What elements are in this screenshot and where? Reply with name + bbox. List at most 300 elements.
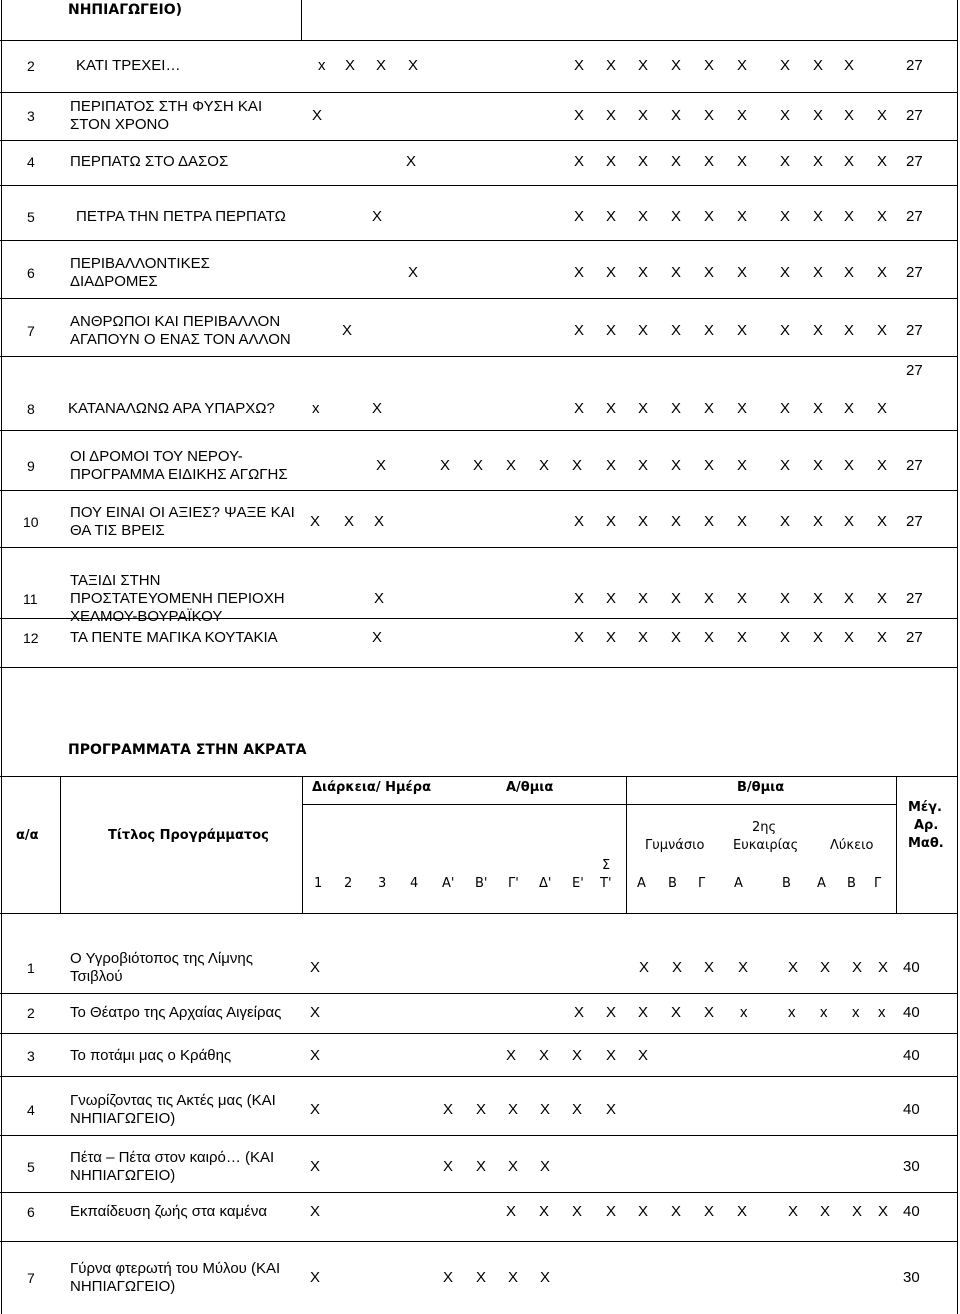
row-mark: X: [606, 629, 617, 646]
row-title-line: ΠΡΟΓΡΑΜΜΑ ΕΙΔΙΚΗΣ ΑΓΩΓΗΣ: [70, 466, 288, 483]
row-title-line: Ο Υγροβιότοπος της Λίμνης: [70, 950, 253, 967]
row-mark: X: [539, 457, 550, 474]
row-mark: X: [638, 153, 649, 170]
row-title-line: ΠΕΡΙΒΑΛΛΟΝΤΙΚΕΣ: [70, 255, 210, 272]
row-mark: X: [443, 1269, 454, 1286]
row-title-line: ΑΓΑΠΟΥΝ Ο ΕΝΑΣ ΤΟΝ ΑΛΛΟΝ: [70, 331, 291, 348]
row-mark: X: [572, 1047, 583, 1064]
header-grade-st-2: Τ': [600, 876, 612, 891]
row-mark: X: [374, 590, 385, 607]
row-mark: X: [540, 1158, 551, 1175]
row-divider: [0, 913, 958, 914]
row-divider: [0, 92, 958, 93]
header-grade: Α': [442, 876, 455, 891]
row-mark: X: [638, 629, 649, 646]
row-mark: X: [780, 57, 791, 74]
row-mark: X: [737, 57, 748, 74]
row-title-line: ΚΑΤΑΝΑΛΩΝΩ ΑΡΑ ΥΠΑΡΧΩ?: [68, 400, 275, 417]
row-number: 2: [27, 1005, 35, 1021]
row-mark: X: [704, 107, 715, 124]
row-mark: X: [572, 1203, 583, 1220]
row-mark: X: [310, 1269, 321, 1286]
row-mark: X: [574, 513, 585, 530]
row-mark: X: [671, 1004, 682, 1021]
row-total: 27: [906, 208, 923, 225]
row-mark: X: [671, 1203, 682, 1220]
header-day: 1: [314, 876, 323, 891]
outer-left-border: [1, 0, 2, 1314]
row-number: 6: [27, 265, 35, 281]
row-number: 3: [27, 1048, 35, 1064]
row-mark: X: [671, 400, 682, 417]
row-number: 10: [23, 514, 39, 530]
row-mark: X: [737, 1203, 748, 1220]
row-total: 30: [903, 1269, 920, 1286]
row-mark: X: [672, 959, 683, 976]
top-continuation-text: ΝΗΠΙΑΓΩΓΕΙΟ): [68, 2, 183, 18]
row-mark: X: [737, 590, 748, 607]
row-mark: X: [671, 590, 682, 607]
row-mark: X: [704, 1004, 715, 1021]
row-title-line: ΣΤΟΝ ΧΡΟΝΟ: [70, 116, 170, 133]
row-mark: X: [877, 590, 888, 607]
row-title-line: ΤΑ ΠΕΝΤΕ ΜΑΓΙΚΑ ΚΟΥΤΑΚΙΑ: [70, 629, 278, 646]
row-mark: X: [638, 57, 649, 74]
row-mark: X: [374, 513, 385, 530]
row-mark: X: [737, 208, 748, 225]
row-title-line: Εκπαίδευση ζωής στα καμένα: [70, 1203, 268, 1220]
row-number: 7: [27, 1270, 35, 1286]
row-divider: [0, 240, 958, 241]
col-divider: [626, 776, 627, 913]
row-mark: X: [342, 322, 353, 339]
row-mark: x: [740, 1004, 748, 1021]
row-mark: X: [704, 153, 715, 170]
header-sec-grade: Α: [734, 876, 743, 891]
row-mark: X: [572, 1101, 583, 1118]
row-title-line: ΠΕΡΠΑΤΩ ΣΤΟ ΔΑΣΟΣ: [70, 153, 229, 170]
row-number: 4: [27, 154, 35, 170]
row-mark: X: [344, 513, 355, 530]
row-mark: X: [638, 107, 649, 124]
row-mark: X: [813, 107, 824, 124]
row-mark: X: [780, 590, 791, 607]
row-mark: X: [671, 322, 682, 339]
row-mark: X: [606, 57, 617, 74]
row-number: 9: [27, 458, 35, 474]
row-divider: [0, 1135, 958, 1136]
row-mark: X: [780, 400, 791, 417]
row-mark: X: [704, 1203, 715, 1220]
row-mark: X: [574, 264, 585, 281]
row-title-line: ΝΗΠΙΑΓΩΓΕΙΟ): [70, 1110, 176, 1127]
row-mark: x: [788, 1004, 796, 1021]
row-mark: X: [737, 264, 748, 281]
row-mark: x: [852, 1004, 860, 1021]
row-mark: X: [310, 1158, 321, 1175]
row-mark: X: [813, 322, 824, 339]
row-total: 27: [906, 362, 923, 379]
row-mark: X: [704, 959, 715, 976]
row-mark: X: [671, 208, 682, 225]
row-mark: X: [877, 153, 888, 170]
row-mark: X: [638, 400, 649, 417]
section2-title: ΠΡΟΓΡΑΜΜΑΤΑ ΣΤΗΝ ΑΚΡΑΤΑ: [68, 742, 307, 758]
row-mark: X: [852, 1203, 863, 1220]
row-mark: X: [671, 153, 682, 170]
row-mark: X: [844, 590, 855, 607]
row-mark: X: [539, 1203, 550, 1220]
header-sec-grade: Α: [817, 876, 826, 891]
header-grade: Β': [475, 876, 488, 891]
row-total: 27: [906, 513, 923, 530]
row-title-line: Γνωρίζοντας τις Ακτές μας (ΚΑΙ: [70, 1092, 276, 1109]
row-mark: X: [844, 400, 855, 417]
row-mark: X: [844, 264, 855, 281]
row-title-line: ΤΑΞΙΔΙ ΣΤΗΝ: [70, 572, 161, 589]
row-mark: X: [574, 107, 585, 124]
header-primary: Α/θμια: [506, 780, 554, 795]
row-number: 5: [27, 209, 35, 225]
row-mark: X: [606, 1047, 617, 1064]
row-divider: [0, 776, 958, 777]
row-mark: X: [310, 959, 321, 976]
row-mark: X: [606, 107, 617, 124]
row-mark: X: [574, 57, 585, 74]
header-grade: Δ': [539, 876, 552, 891]
row-mark: X: [844, 208, 855, 225]
row-mark: X: [506, 1203, 517, 1220]
row-mark: X: [638, 457, 649, 474]
row-mark: X: [312, 107, 323, 124]
row-total: 40: [903, 1101, 920, 1118]
row-mark: X: [780, 322, 791, 339]
row-title-line: ΝΗΠΙΑΓΩΓΕΙΟ): [70, 1278, 176, 1295]
row-mark: X: [408, 264, 419, 281]
row-mark: X: [788, 1203, 799, 1220]
row-mark: X: [473, 457, 484, 474]
row-mark: X: [476, 1101, 487, 1118]
row-mark: X: [813, 629, 824, 646]
header-grade: Γ': [508, 876, 519, 891]
row-mark: X: [638, 1203, 649, 1220]
row-mark: X: [372, 400, 383, 417]
row-mark: X: [508, 1269, 519, 1286]
row-mark: X: [820, 1203, 831, 1220]
row-mark: X: [671, 107, 682, 124]
col-divider: [302, 776, 303, 913]
row-total: 27: [906, 590, 923, 607]
header-title: Τίτλος Προγράμματος: [108, 828, 269, 843]
row-mark: X: [476, 1269, 487, 1286]
header-duration: Διάρκεια/ Ημέρα: [312, 780, 432, 795]
row-mark: X: [844, 629, 855, 646]
row-mark: X: [671, 264, 682, 281]
row-mark: X: [877, 107, 888, 124]
row-mark: X: [844, 513, 855, 530]
row-divider: [0, 1033, 958, 1034]
row-mark: X: [780, 457, 791, 474]
row-mark: X: [639, 959, 650, 976]
row-mark: X: [780, 107, 791, 124]
row-mark: X: [606, 513, 617, 530]
row-mark: X: [671, 457, 682, 474]
row-total: 30: [903, 1158, 920, 1175]
row-mark: X: [638, 1047, 649, 1064]
header-sec-grade: Β: [847, 876, 856, 891]
row-mark: X: [877, 513, 888, 530]
row-mark: X: [877, 322, 888, 339]
row-title-line: ΠΡΟΣΤΑΤΕΥΟΜΕΝΗ ΠΕΡΙΟΧΗ: [70, 590, 285, 607]
row-divider: [0, 140, 958, 141]
row-mark: X: [574, 208, 585, 225]
row-number: 1: [27, 960, 35, 976]
row-mark: X: [574, 590, 585, 607]
row-divider: [0, 40, 958, 41]
header-max-3: Μαθ.: [908, 836, 944, 851]
row-mark: X: [508, 1101, 519, 1118]
row-mark: X: [440, 457, 451, 474]
header-second-chance-1: 2ης: [752, 820, 777, 835]
row-title-line: Τσιβλού: [70, 968, 123, 985]
row-mark: X: [508, 1158, 519, 1175]
row-mark: X: [844, 57, 855, 74]
header-day: 4: [410, 876, 419, 891]
row-mark: X: [877, 457, 888, 474]
row-title-line: Πέτα – Πέτα στον καιρό… (ΚΑΙ: [70, 1149, 275, 1166]
row-title-line: ΧΕΛΜΟΥ-ΒΟΥΡΑΪΚΟΥ: [70, 608, 223, 625]
row-mark: X: [813, 208, 824, 225]
row-mark: x: [820, 1004, 828, 1021]
row-mark: X: [574, 629, 585, 646]
row-title-line: ΑΝΘΡΩΠΟΙ ΚΑΙ ΠΕΡΙΒΑΛΛΟΝ: [70, 313, 281, 330]
row-mark: X: [704, 57, 715, 74]
row-mark: X: [704, 264, 715, 281]
row-mark: x: [318, 57, 326, 74]
row-total: 40: [903, 1004, 920, 1021]
row-mark: X: [310, 1203, 321, 1220]
row-mark: X: [780, 513, 791, 530]
row-title-line: ΚΑΤΙ ΤΡΕΧΕΙ…: [76, 57, 181, 74]
row-mark: X: [704, 208, 715, 225]
header-max-2: Αρ.: [914, 818, 939, 833]
row-mark: X: [606, 264, 617, 281]
row-mark: X: [345, 57, 356, 74]
row-mark: X: [572, 457, 583, 474]
row-mark: X: [606, 590, 617, 607]
row-mark: X: [606, 208, 617, 225]
top-cell-divider: [301, 0, 302, 40]
row-mark: X: [737, 107, 748, 124]
header-grade-st-1: Σ: [602, 858, 611, 873]
row-mark: X: [310, 1047, 321, 1064]
row-mark: X: [406, 153, 417, 170]
row-total: 27: [906, 264, 923, 281]
row-mark: X: [737, 513, 748, 530]
header-sec-grade: Γ: [698, 876, 706, 891]
row-number: 11: [23, 591, 38, 607]
row-mark: X: [877, 400, 888, 417]
row-total: 40: [903, 959, 920, 976]
row-divider: [0, 430, 958, 431]
row-mark: X: [606, 322, 617, 339]
row-mark: X: [788, 959, 799, 976]
row-mark: X: [780, 208, 791, 225]
row-mark: X: [704, 457, 715, 474]
row-mark: X: [443, 1158, 454, 1175]
row-total: 40: [903, 1203, 920, 1220]
row-mark: X: [737, 457, 748, 474]
row-mark: X: [310, 1101, 321, 1118]
row-mark: x: [312, 400, 320, 417]
row-title-line: ΠΕΡΙΠΑΤΟΣ ΣΤΗ ΦΥΣΗ ΚΑΙ: [70, 98, 263, 115]
row-mark: X: [813, 57, 824, 74]
row-mark: X: [813, 264, 824, 281]
row-title-line: Το Θέατρο της Αρχαίας Αιγείρας: [70, 1004, 282, 1021]
row-title-line: ΟΙ ΔΡΟΜΟΙ ΤΟΥ ΝΕΡΟΥ-: [70, 448, 243, 465]
row-mark: X: [574, 400, 585, 417]
row-divider: [0, 1241, 958, 1242]
row-total: 27: [906, 322, 923, 339]
row-divider: [0, 547, 958, 548]
row-number: 12: [23, 630, 39, 646]
row-title-line: Το ποτάμι μας ο Κράθης: [70, 1047, 232, 1064]
row-divider: [0, 298, 958, 299]
row-title-line: ΠΟΥ ΕΙΝΑΙ ΟΙ ΑΞΙΕΣ? ΨΑΞΕ ΚΑΙ: [70, 504, 295, 521]
row-divider: [0, 1192, 958, 1193]
row-mark: X: [638, 513, 649, 530]
row-number: 2: [27, 58, 35, 74]
row-divider: [0, 993, 958, 994]
row-mark: X: [820, 959, 831, 976]
row-mark: X: [606, 457, 617, 474]
row-mark: X: [878, 1203, 889, 1220]
row-number: 4: [27, 1102, 35, 1118]
row-mark: X: [852, 959, 863, 976]
row-mark: X: [606, 1101, 617, 1118]
row-mark: X: [606, 1203, 617, 1220]
row-mark: X: [606, 153, 617, 170]
row-mark: X: [638, 322, 649, 339]
row-mark: X: [780, 264, 791, 281]
row-divider: [0, 1076, 958, 1077]
row-mark: X: [443, 1101, 454, 1118]
row-total: 40: [903, 1047, 920, 1064]
row-mark: X: [372, 629, 383, 646]
row-mark: X: [780, 629, 791, 646]
row-total: 27: [906, 57, 923, 74]
row-mark: X: [671, 513, 682, 530]
row-mark: X: [408, 57, 419, 74]
row-mark: X: [704, 629, 715, 646]
row-mark: X: [737, 629, 748, 646]
header-day: 3: [378, 876, 387, 891]
header-sec-grade: Γ: [874, 876, 882, 891]
row-mark: X: [737, 400, 748, 417]
header-grade: Ε': [572, 876, 584, 891]
row-total: 27: [906, 457, 923, 474]
header-day: 2: [344, 876, 353, 891]
header-sec-grade: Β: [668, 876, 677, 891]
header-gymnasio: Γυμνάσιο: [645, 838, 705, 853]
row-mark: X: [540, 1101, 551, 1118]
row-mark: X: [813, 457, 824, 474]
row-mark: X: [638, 264, 649, 281]
row-mark: X: [877, 208, 888, 225]
row-mark: X: [671, 629, 682, 646]
row-mark: X: [704, 400, 715, 417]
row-mark: X: [638, 1004, 649, 1021]
row-number: 8: [27, 401, 35, 417]
header-lykeio: Λύκειο: [830, 838, 874, 853]
row-divider: [0, 490, 958, 491]
row-mark: X: [738, 959, 749, 976]
header-secondary: Β/θμια: [737, 780, 785, 795]
row-divider: [0, 667, 958, 668]
row-mark: X: [813, 513, 824, 530]
row-mark: X: [813, 153, 824, 170]
row-mark: X: [844, 322, 855, 339]
header-aa: α/α: [16, 828, 39, 843]
header-sec-grade: Α: [637, 876, 646, 891]
row-number: 3: [27, 108, 35, 124]
row-title-line: ΔΙΑΔΡΟΜΕΣ: [70, 273, 158, 290]
row-mark: X: [737, 153, 748, 170]
row-mark: X: [704, 513, 715, 530]
row-mark: X: [574, 1004, 585, 1021]
row-mark: X: [813, 400, 824, 417]
row-mark: X: [376, 57, 387, 74]
header-max-1: Μέγ.: [908, 800, 942, 815]
row-mark: X: [539, 1047, 550, 1064]
header-second-chance-2: Ευκαιρίας: [733, 838, 799, 853]
row-mark: X: [606, 400, 617, 417]
row-mark: X: [737, 322, 748, 339]
row-mark: X: [310, 1004, 321, 1021]
row-title-line: ΠΕΤΡΑ ΤΗΝ ΠΕΤΡΑ ΠΕΡΠΑΤΩ: [76, 208, 286, 225]
row-mark: X: [671, 57, 682, 74]
row-total: 27: [906, 107, 923, 124]
row-mark: X: [606, 1004, 617, 1021]
row-mark: X: [877, 264, 888, 281]
row-mark: X: [704, 590, 715, 607]
row-number: 5: [27, 1159, 35, 1175]
row-mark: X: [574, 322, 585, 339]
row-mark: X: [704, 322, 715, 339]
subheader-divider: [626, 804, 896, 805]
row-mark: X: [372, 208, 383, 225]
row-mark: X: [813, 590, 824, 607]
col-divider: [896, 776, 897, 913]
row-title-line: ΝΗΠΙΑΓΩΓΕΙΟ): [70, 1167, 176, 1184]
outer-right-border: [957, 0, 958, 1314]
subheader-divider: [302, 804, 626, 805]
row-title-line: ΘΑ ΤΙΣ ΒΡΕΙΣ: [70, 522, 165, 539]
row-total: 27: [906, 153, 923, 170]
row-number: 7: [27, 323, 35, 339]
row-mark: X: [540, 1269, 551, 1286]
row-mark: X: [476, 1158, 487, 1175]
row-mark: X: [844, 107, 855, 124]
row-mark: X: [506, 457, 517, 474]
row-mark: X: [877, 629, 888, 646]
row-mark: X: [638, 208, 649, 225]
row-total: 27: [906, 629, 923, 646]
row-mark: X: [638, 590, 649, 607]
row-mark: X: [376, 457, 387, 474]
row-divider: [0, 356, 958, 357]
header-sec-grade: Β: [782, 876, 791, 891]
